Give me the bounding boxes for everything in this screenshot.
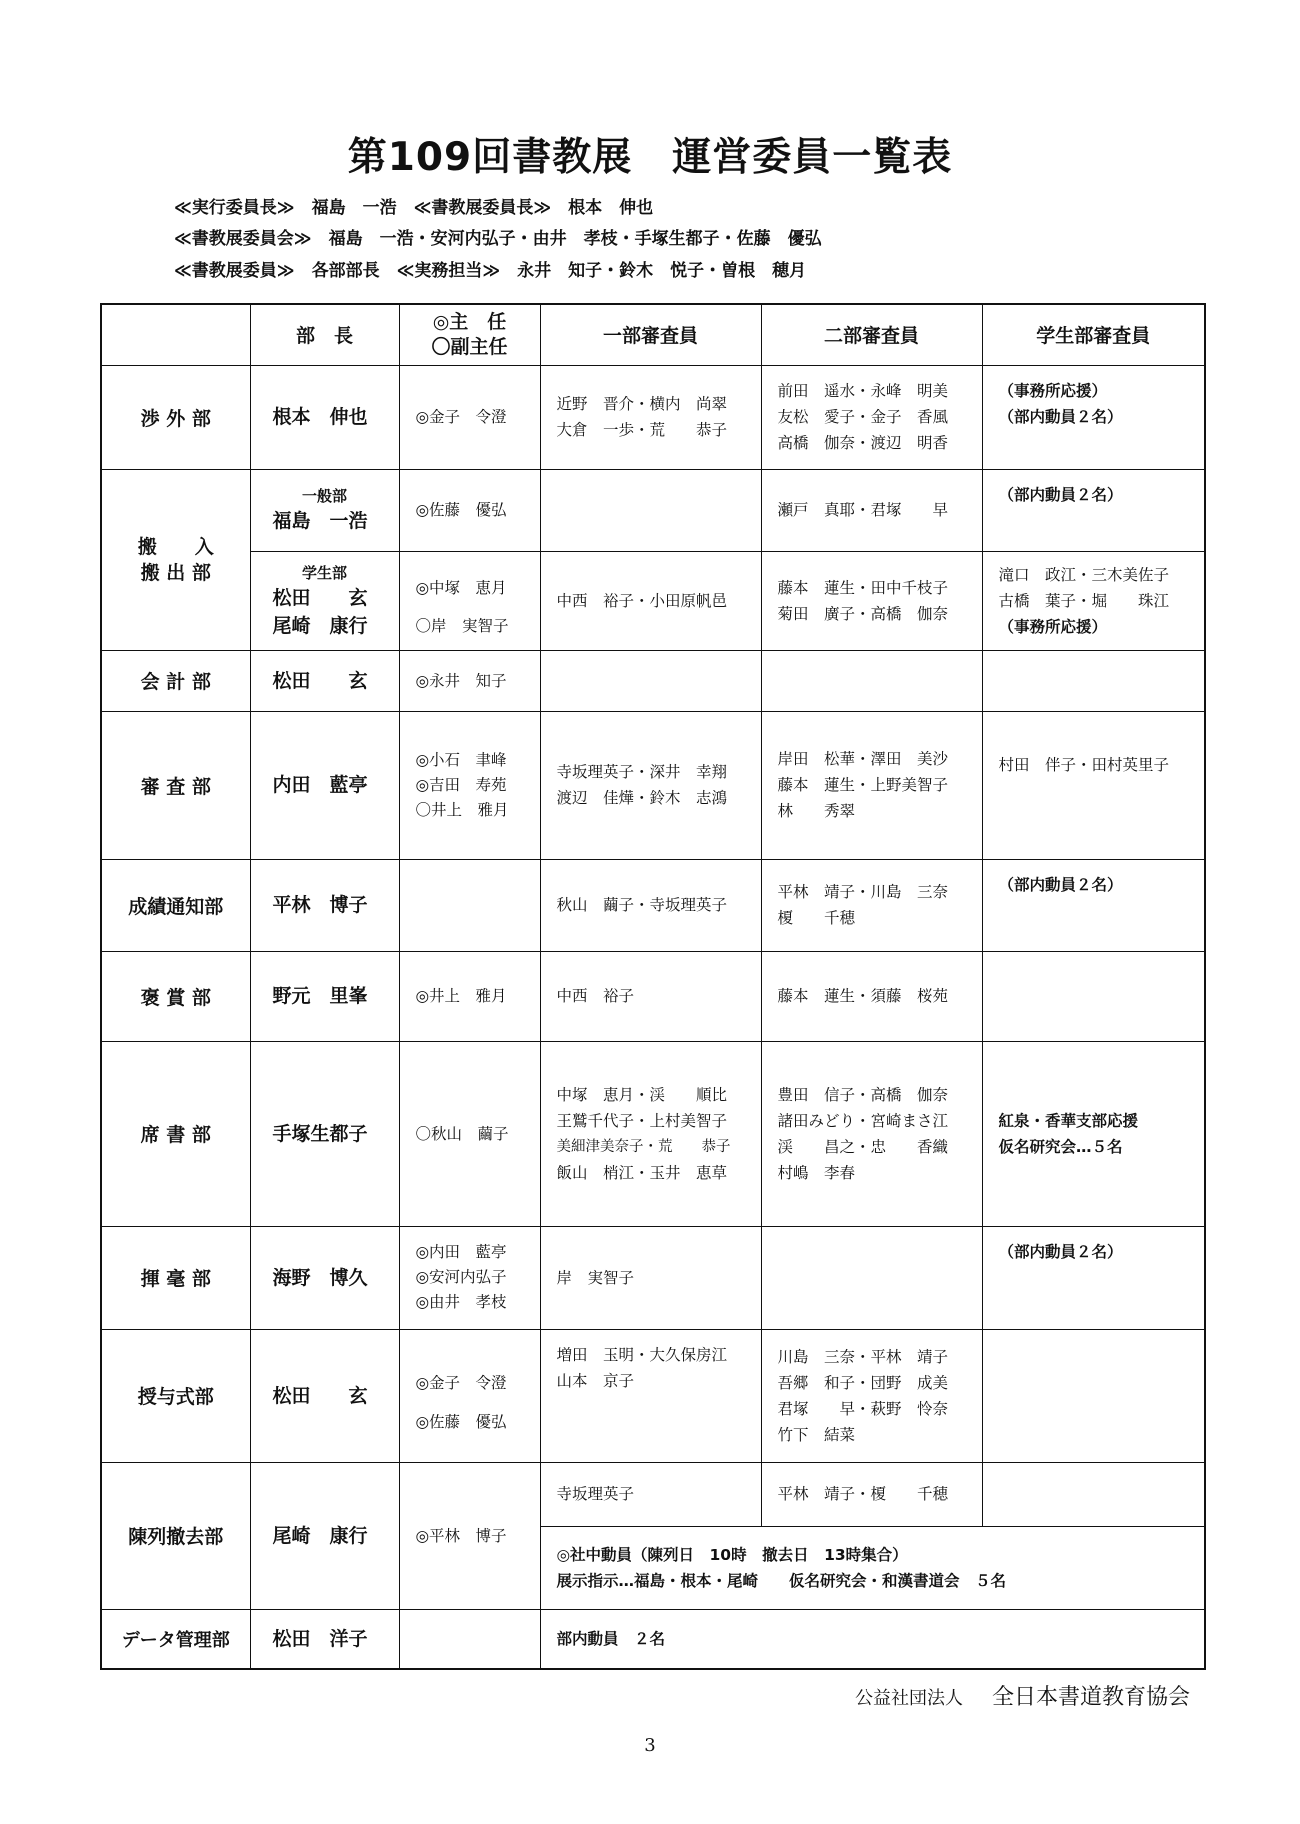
judge1-cell xyxy=(540,1462,761,1526)
table-row xyxy=(101,650,1205,711)
chief-cell xyxy=(399,1041,540,1226)
judge2-cell xyxy=(761,1226,982,1329)
list-item: 岸田 松華・澤田 美沙 xyxy=(777,750,949,768)
list-item: 近野 晋介・横内 尚翠 xyxy=(556,395,728,413)
chief-name: 〇井上 雅月 xyxy=(415,800,509,819)
org-name: 全日本書道教育協会 xyxy=(991,1685,1190,1710)
judge1-cell xyxy=(540,1226,761,1329)
list-item: 滝口 政江・三木美佐子 xyxy=(998,565,1170,584)
judge2-cell xyxy=(761,650,982,711)
list-item: 平林 靖子・川島 三奈 xyxy=(777,883,949,901)
list-item: （部内動員２名） xyxy=(998,407,1123,426)
list-item: 村田 伴子・田村英里子 xyxy=(998,755,1170,774)
data-note: 部内動員 ２名 xyxy=(556,1629,666,1648)
list-item: 川島 三奈・平林 靖子 xyxy=(777,1347,949,1366)
list-item: 平林 靖子・榎 千穂 xyxy=(777,1485,949,1503)
chief-name: ◎吉田 寿苑 xyxy=(415,775,507,794)
display-instructions-note: 展示指示…福島・根本・尾崎 仮名研究会・和漢書道会 ５名 xyxy=(556,1571,1007,1590)
list-item: 古橋 葉子・堀 珠江 xyxy=(998,591,1170,610)
dept-cell: 成績通知部 xyxy=(101,859,250,951)
student-cell xyxy=(982,551,1205,650)
page-title: 第109回書教展 運営委員一覧表 xyxy=(347,135,953,180)
judge2-cell xyxy=(761,365,982,469)
student-cell xyxy=(982,951,1205,1041)
dept-cell: 渉 外 部 xyxy=(101,365,250,469)
list-item: 渓 昌之・忠 香織 xyxy=(777,1137,949,1156)
head-name: 平林 博子 xyxy=(272,894,368,916)
info-line-2: ≪書教展委員会≫ 福島 一浩・安河内弘子・由井 孝枝・手塚生都子・佐藤 優弘 xyxy=(174,229,822,249)
list-item: 菊田 廣子・高橋 伽奈 xyxy=(777,604,949,623)
head-cell xyxy=(250,1609,399,1669)
chief-cell xyxy=(399,1226,540,1329)
mobilization-note-cell xyxy=(540,1526,1205,1609)
judge2-cell xyxy=(761,711,982,859)
list-item: 仮名研究会…５名 xyxy=(998,1137,1123,1156)
header-chief-main: ◎主 任 xyxy=(432,310,507,333)
list-item: 中西 裕子・小田原帆邑 xyxy=(556,591,728,610)
list-item: 美細津美奈子・荒 恭子 xyxy=(556,1138,731,1155)
chief-name: ◎佐藤 優弘 xyxy=(415,1412,507,1431)
list-item: 竹下 結菜 xyxy=(777,1425,856,1444)
table-row xyxy=(101,469,1205,551)
header-blank xyxy=(101,304,250,365)
list-item: 林 秀翠 xyxy=(777,802,856,820)
head-name: 松田 玄 xyxy=(272,1384,368,1407)
list-item: 寺坂理英子・深井 幸翔 xyxy=(556,763,728,781)
dept-cell: 褒 賞 部 xyxy=(101,951,250,1041)
header-judge1: 一部審査員 xyxy=(540,304,761,365)
chief-cell xyxy=(399,551,540,650)
dept-line: 搬 出 部 xyxy=(140,561,211,584)
list-item: 諸田みどり・宮崎まさ江 xyxy=(777,1111,949,1130)
chief-cell xyxy=(399,365,540,469)
head-cell xyxy=(250,1226,399,1329)
judge1-cell xyxy=(540,1041,761,1226)
chief-name: ◎小石 聿峰 xyxy=(415,750,507,769)
list-item: （部内動員２名） xyxy=(998,485,1123,504)
list-item: （事務所応援） xyxy=(998,617,1108,636)
judge1-cell xyxy=(540,551,761,650)
list-item: 山本 京子 xyxy=(556,1371,635,1390)
dept-line: 搬 入 xyxy=(137,535,214,558)
student-cell xyxy=(982,1462,1205,1526)
judge2-cell xyxy=(761,1462,982,1526)
chief-cell xyxy=(399,951,540,1041)
student-cell xyxy=(982,1329,1205,1462)
table-row xyxy=(101,1041,1205,1226)
student-cell xyxy=(982,711,1205,859)
head-name: 松田 洋子 xyxy=(272,1627,368,1650)
chief-name: ◎金子 令澄 xyxy=(415,408,507,426)
chief-name: ◎平林 博子 xyxy=(415,1526,507,1545)
list-item: 瀬戸 真耶・君塚 早 xyxy=(777,501,949,519)
judge1-cell xyxy=(540,711,761,859)
info-line-1: ≪実行委員長≫ 福島 一浩 ≪書教展委員長≫ 根本 伸也 xyxy=(174,198,654,218)
list-item: 中塚 恵月・渓 順比 xyxy=(556,1085,728,1104)
list-item: 王鷲千代子・上村美智子 xyxy=(556,1111,728,1130)
list-item: （事務所応援） xyxy=(998,381,1108,400)
head-subgroup: 学生部 xyxy=(301,563,347,582)
header-row xyxy=(101,304,1205,365)
info-line-3: ≪書教展委員≫ 各部部長 ≪実務担当≫ 永井 知子・鈴木 悦子・曽根 穂月 xyxy=(174,261,807,281)
chief-cell xyxy=(399,469,540,551)
judge1-cell xyxy=(540,859,761,951)
list-item: 渡辺 佳燁・鈴木 志鴻 xyxy=(556,789,728,807)
dept-cell: 席 書 部 xyxy=(101,1041,250,1226)
chief-cell xyxy=(399,1462,540,1609)
judge2-cell xyxy=(761,551,982,650)
chief-cell xyxy=(399,711,540,859)
chief-name: 〇秋山 繭子 xyxy=(415,1124,509,1143)
head-cell xyxy=(250,469,399,551)
head-name: 野元 里峯 xyxy=(272,985,368,1007)
dept-cell: 会 計 部 xyxy=(101,650,250,711)
list-item: 増田 玉明・大久保房江 xyxy=(556,1345,728,1364)
chief-name: ◎佐藤 優弘 xyxy=(415,501,507,519)
organization-name xyxy=(855,1680,1190,1711)
list-item: 中西 裕子 xyxy=(556,987,635,1005)
student-cell xyxy=(982,1041,1205,1226)
student-cell xyxy=(982,859,1205,951)
head-cell xyxy=(250,650,399,711)
list-item: 友松 愛子・金子 香風 xyxy=(777,408,949,426)
judge1-cell xyxy=(540,650,761,711)
head-cell xyxy=(250,951,399,1041)
head-subgroup: 一般部 xyxy=(301,487,347,505)
list-item: 飯山 梢江・玉井 恵草 xyxy=(556,1163,728,1182)
header-head: 部 長 xyxy=(250,304,399,365)
header-student: 学生部審査員 xyxy=(982,304,1205,365)
head-name: 海野 博久 xyxy=(272,1266,368,1289)
head-name: 福島 一浩 xyxy=(272,510,368,532)
data-note-cell xyxy=(540,1609,1205,1669)
chief-name: ◎安河内弘子 xyxy=(415,1268,507,1286)
list-item: 榎 千穂 xyxy=(777,909,856,927)
dept-cell xyxy=(101,469,250,650)
head-name: 松田 玄 xyxy=(272,586,368,609)
mobilization-note: ◎社中動員（陳列日 10時 撤去日 13時集合） xyxy=(556,1545,908,1564)
table-row xyxy=(101,711,1205,859)
head-name: 手塚生都子 xyxy=(272,1122,368,1145)
head-cell xyxy=(250,1041,399,1226)
list-item: 寺坂理英子 xyxy=(556,1485,635,1503)
dept-cell: 陳列撤去部 xyxy=(101,1462,250,1609)
table-row xyxy=(101,1609,1205,1669)
table-row xyxy=(101,551,1205,650)
student-cell xyxy=(982,1226,1205,1329)
list-item: 吾郷 和子・団野 成美 xyxy=(777,1373,949,1392)
header-chief-sub: 〇副主任 xyxy=(431,335,508,358)
head-cell xyxy=(250,365,399,469)
table-row xyxy=(101,859,1205,951)
chief-cell xyxy=(399,650,540,711)
student-cell xyxy=(982,650,1205,711)
head-name: 内田 藍亭 xyxy=(272,774,368,796)
org-prefix: 公益社団法人 xyxy=(854,1688,963,1709)
judge1-cell xyxy=(540,469,761,551)
chief-cell xyxy=(399,1329,540,1462)
list-item: 藤本 蓮生・上野美智子 xyxy=(777,776,949,794)
chief-name: 〇岸 実智子 xyxy=(415,616,509,635)
student-cell xyxy=(982,365,1205,469)
chief-name: ◎内田 藍亭 xyxy=(415,1243,507,1261)
dept-cell: 授与式部 xyxy=(101,1329,250,1462)
head-cell xyxy=(250,551,399,650)
table-row xyxy=(101,1462,1205,1526)
list-item: 紅泉・香華支部応援 xyxy=(998,1111,1139,1130)
chief-name: ◎由井 孝枝 xyxy=(415,1293,507,1311)
head-name: 尾崎 康行 xyxy=(272,1524,368,1547)
table-row xyxy=(101,951,1205,1041)
committee-table xyxy=(100,303,1206,1670)
list-item: 岸 実智子 xyxy=(556,1268,635,1287)
judge2-cell xyxy=(761,951,982,1041)
list-item: （部内動員２名） xyxy=(998,875,1123,894)
judge2-cell xyxy=(761,859,982,951)
head-name: 尾崎 康行 xyxy=(272,614,368,637)
judge2-cell xyxy=(761,1329,982,1462)
list-item: 藤本 蓮生・田中千枝子 xyxy=(777,578,949,597)
dept-cell: 審 査 部 xyxy=(101,711,250,859)
list-item: 豊田 信子・高橋 伽奈 xyxy=(777,1085,949,1104)
head-cell xyxy=(250,711,399,859)
chief-name: ◎永井 知子 xyxy=(415,671,507,690)
table-row xyxy=(101,1226,1205,1329)
head-cell xyxy=(250,859,399,951)
table-row xyxy=(101,1329,1205,1462)
judge1-cell xyxy=(540,1329,761,1462)
dept-cell: データ管理部 xyxy=(101,1609,250,1669)
chief-name: ◎中塚 恵月 xyxy=(415,578,507,597)
student-cell xyxy=(982,469,1205,551)
chief-name: ◎金子 令澄 xyxy=(415,1373,507,1392)
list-item: 村嶋 李春 xyxy=(777,1163,856,1182)
page-number: 3 xyxy=(644,1735,656,1756)
list-item: 大倉 一歩・荒 恭子 xyxy=(556,421,728,439)
header-judge2: 二部審査員 xyxy=(761,304,982,365)
header-chief xyxy=(399,304,540,365)
head-cell xyxy=(250,1329,399,1462)
list-item: （部内動員２名） xyxy=(998,1242,1123,1261)
table-row xyxy=(101,365,1205,469)
dept-cell: 揮 毫 部 xyxy=(101,1226,250,1329)
judge1-cell xyxy=(540,365,761,469)
list-item: 高橋 伽奈・渡辺 明香 xyxy=(777,434,949,452)
chief-cell xyxy=(399,1609,540,1669)
head-name: 根本 伸也 xyxy=(272,406,368,428)
list-item: 秋山 繭子・寺坂理英子 xyxy=(556,896,728,914)
list-item: 前田 遥水・永峰 明美 xyxy=(777,382,949,400)
head-name: 松田 玄 xyxy=(272,669,368,692)
chief-name: ◎井上 雅月 xyxy=(415,987,507,1005)
judge2-cell xyxy=(761,1041,982,1226)
chief-cell xyxy=(399,859,540,951)
list-item: 君塚 早・萩野 怜奈 xyxy=(777,1399,949,1418)
judge2-cell xyxy=(761,469,982,551)
head-cell xyxy=(250,1462,399,1609)
list-item: 藤本 蓮生・須藤 桜苑 xyxy=(777,987,949,1005)
judge1-cell xyxy=(540,951,761,1041)
